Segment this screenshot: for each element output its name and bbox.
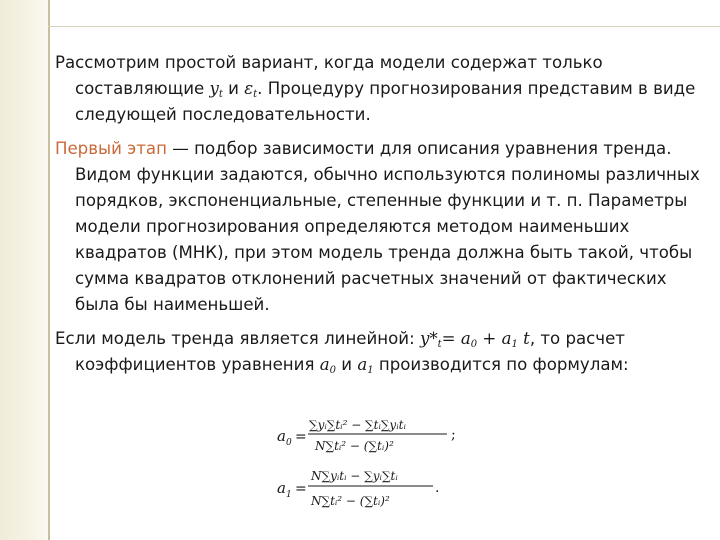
coef-a0 [320,355,336,374]
intro-text-b: . Процедуру прогнозирования представим в виде следующей последовательности. [75,79,696,124]
a0-subscript: 0 [470,339,478,350]
ystar-letter: y* [419,329,438,348]
equals-sign: = [441,329,461,348]
paragraph-first-stage [55,136,703,318]
ols-formulas [275,410,475,530]
a1-end: . [435,480,440,496]
coef-a0-letter: a [319,355,330,374]
a0-lhs: a [277,427,286,445]
a0-eq: = [295,429,307,445]
sidebar-divider [48,0,50,540]
a1-lhs-sub: 1 [286,490,292,500]
a0-end: ; [451,427,456,443]
epsilon-letter: ε [244,79,254,98]
t-letter: t [523,329,530,348]
linear-text-b: , то расчет коэффициентов уравнения [75,329,625,374]
linear-text-a: Если модель тренда является линейной: [55,329,420,348]
first-stage-text: — подбор зависимости для описания уравнения тренда. Видом функции задаются, обычно используются полиномы различных порядков, экспоненциальные, степенные функции и т. п. Параметры модели прогнозирования определяются методом наименьших квадратов (МНК), при этом модель тренда должна быть такой, чтобы сумма квадратов отклонений расчетных значений от фактических была бы наименьшей. [75,139,700,314]
ystar-subscript: t [437,339,442,350]
a1-letter: a [501,329,512,348]
coef-a1-sub: 1 [367,365,374,376]
intro-text-a: Рассмотрим простой вариант, когда модели содержат только составляющие [55,53,603,98]
y-subscript: t [218,89,223,100]
paragraph-linear-model [55,326,703,378]
a0-letter: a [460,329,471,348]
slide-sidebar [0,0,48,540]
coef-a1-letter: a [357,355,368,374]
y-letter: y [209,79,219,98]
coef-a1 [357,355,373,374]
a1-lhs: a [277,479,286,497]
and-word: и [222,79,245,98]
a1-subscript: 1 [511,339,518,350]
a1-numerator: N∑yᵢtᵢ − ∑yᵢ∑tᵢ [311,469,398,483]
first-stage-highlight: Первый этап [55,139,167,158]
a0-denominator: N∑tᵢ² − (∑tᵢ)² [315,439,394,453]
trend-equation [420,329,530,348]
paragraph-intro [55,50,703,128]
a0-lhs-sub: 0 [286,438,292,448]
and-word-2: и [335,355,358,374]
slide-body [55,50,703,386]
a1-eq: = [295,481,307,497]
epsilon-symbol [244,79,257,98]
linear-text-c: производится по формулам: [373,355,629,374]
y-symbol [209,79,222,98]
top-rule [48,26,720,27]
a1-denominator: N∑tᵢ² − (∑tᵢ)² [311,494,390,508]
plus-sign: + [477,329,502,348]
epsilon-subscript: t [253,89,258,100]
coef-a0-sub: 0 [329,365,336,376]
a0-numerator: ∑yᵢ∑tᵢ² − ∑tᵢ∑yᵢtᵢ [309,418,406,432]
